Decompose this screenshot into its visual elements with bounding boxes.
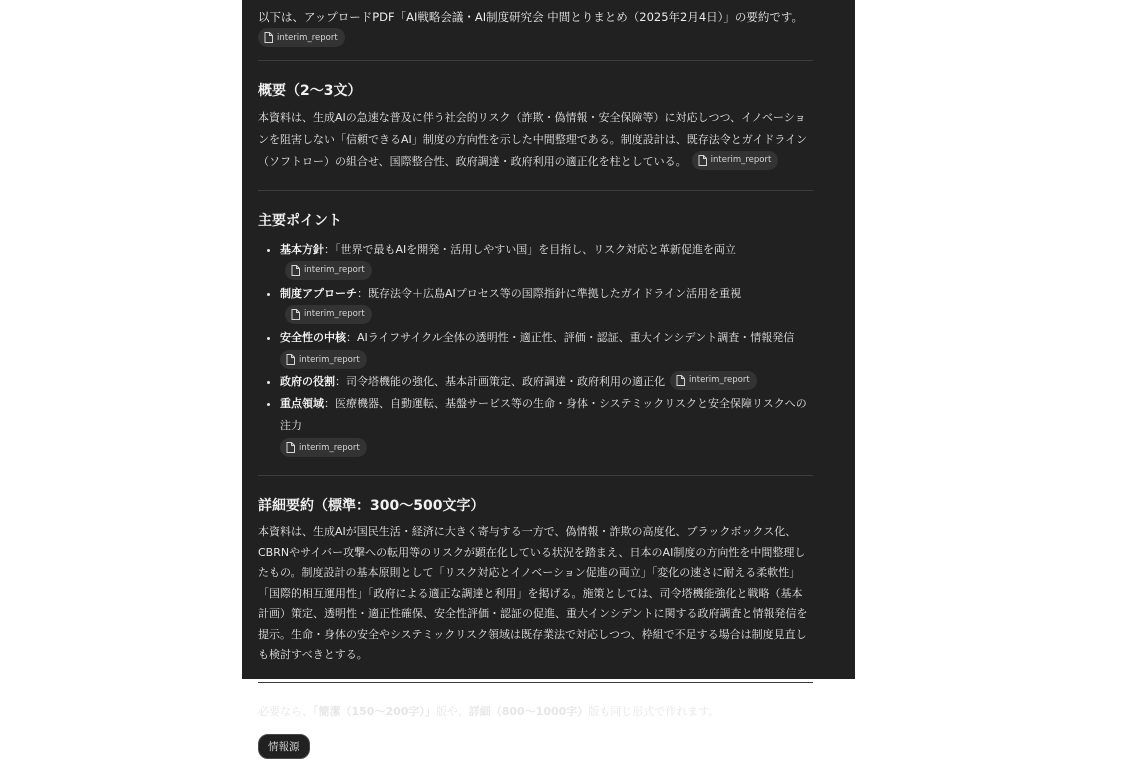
source-chip-label: interim_report: [710, 155, 772, 165]
footer-prefix: 必要なら、: [258, 704, 313, 718]
intro-text: 以下は、アップロードPDF「AI戦略会議・AI制度研究会 中間とりまとめ（2025年2月4日）」の要約です。: [258, 10, 803, 24]
point-desc: ：AIライフサイクル全体の透明性・適正性、評価・認証、重大インシデント調査・情報発信: [346, 331, 795, 344]
key-points-list: [258, 239, 813, 459]
footer-middle: 版や、: [435, 704, 469, 718]
overview-body: 本資料は、生成AIの急速な普及に伴う社会的リスク（詐欺・偽情報・安全保障等）に対応しつつ、イノベーションを阻害しない「信頼できるAI」制度の方向性を示した中間整理である。制度設計は、既存法令とガイドライン（ソフトロー）の組合せ、国際整合性、政府調達・政府利用の適正化を柱としている。: [258, 111, 808, 168]
source-chip-label: interim_report: [299, 354, 360, 365]
list-item: [280, 327, 813, 371]
source-chip-label: interim_report: [299, 442, 360, 453]
key-points-heading: 主要ポイント: [258, 213, 342, 229]
list-item: [280, 283, 813, 327]
source-chip[interactable]: [285, 305, 372, 324]
document-icon: [286, 354, 295, 365]
list-item: [280, 371, 813, 393]
point-desc: ：「世界で最もAIを開発・活用しやすい国」を目指し、リスク対応と革新促進を両立: [324, 243, 737, 256]
footer-short-label: 「簡潔（150〜200字）」: [313, 704, 436, 718]
document-icon: [291, 309, 300, 320]
point-desc: ：司令塔機能の強化、基本計画策定、政府調達・政府利用の適正化: [335, 375, 665, 388]
detail-heading: 詳細要約（標準：300〜500文字）: [258, 498, 485, 514]
document-icon: [264, 32, 273, 43]
list-item: [280, 393, 813, 459]
assistant-message: [258, 0, 813, 759]
source-chip[interactable]: [280, 438, 367, 457]
chat-panel: [242, 0, 855, 753]
document-icon: [698, 155, 707, 166]
point-term: 政府の役割: [280, 375, 335, 388]
source-chip[interactable]: [670, 371, 757, 390]
point-term: 制度アプローチ: [280, 287, 357, 300]
divider: [258, 60, 813, 61]
source-chip[interactable]: [258, 28, 345, 47]
divider: [258, 682, 813, 683]
footer-suffix: 版も同じ形式で作れます。: [588, 704, 720, 718]
source-chip-label: interim_report: [689, 375, 750, 385]
overview-paragraph: [258, 107, 813, 173]
source-chip-label: interim_report: [277, 32, 338, 43]
source-chip-label: interim_report: [304, 309, 365, 319]
source-chip[interactable]: [692, 151, 779, 170]
footer-long-label: 詳細（800〜1000字）: [468, 704, 589, 718]
point-term: 安全性の中核: [280, 331, 346, 344]
source-chip[interactable]: [280, 350, 367, 369]
document-icon: [676, 375, 685, 386]
divider: [258, 475, 813, 476]
sources-button[interactable]: 情報源: [258, 734, 310, 759]
list-item: [280, 239, 813, 283]
point-term: 重点領域: [280, 397, 324, 410]
document-icon: [291, 265, 300, 276]
footer-text: [258, 703, 813, 721]
source-chip[interactable]: [285, 261, 372, 280]
point-desc: ：既存法令＋広島AIプロセス等の国際指針に準拠したガイドライン活用を重視: [357, 287, 742, 300]
detail-paragraph: 本資料は、生成AIが国民生活・経済に大きく寄与する一方で、偽情報・詐欺の高度化、ブラックボックス化、CBRNやサイバー攻撃への転用等のリスクが顕在化している状況を踏まえ、日本のAI制度の方向性を中間整理したもの。制度設計の基本原則として「リスク対応とイノベーション促進の両立」「変化の速さに耐える柔軟性」「国際的相互運用性」「政府による適正な調達と利用」を掲げる。施策としては、司令塔機能強化と戦略（基本計画）策定、透明性・適正性確保、安全性評価・認証の促進、重大インシデントに関する政府調査と情報発信を提示。生命・身体の安全やシステミックリスク領域は既存業法で対応しつつ、枠組で不足する場合は制度見直しも検討すべきとする。: [258, 525, 808, 661]
point-desc: ：医療機器、自動運転、基盤サービス等の生命・身体・システミックリスクと安全保障リスクへの注力: [280, 397, 807, 432]
overview-heading: 概要（2〜3文）: [258, 83, 362, 99]
divider: [258, 190, 813, 191]
source-chip-label: interim_report: [304, 265, 365, 275]
document-icon: [286, 442, 295, 453]
point-term: 基本方針: [280, 243, 324, 256]
